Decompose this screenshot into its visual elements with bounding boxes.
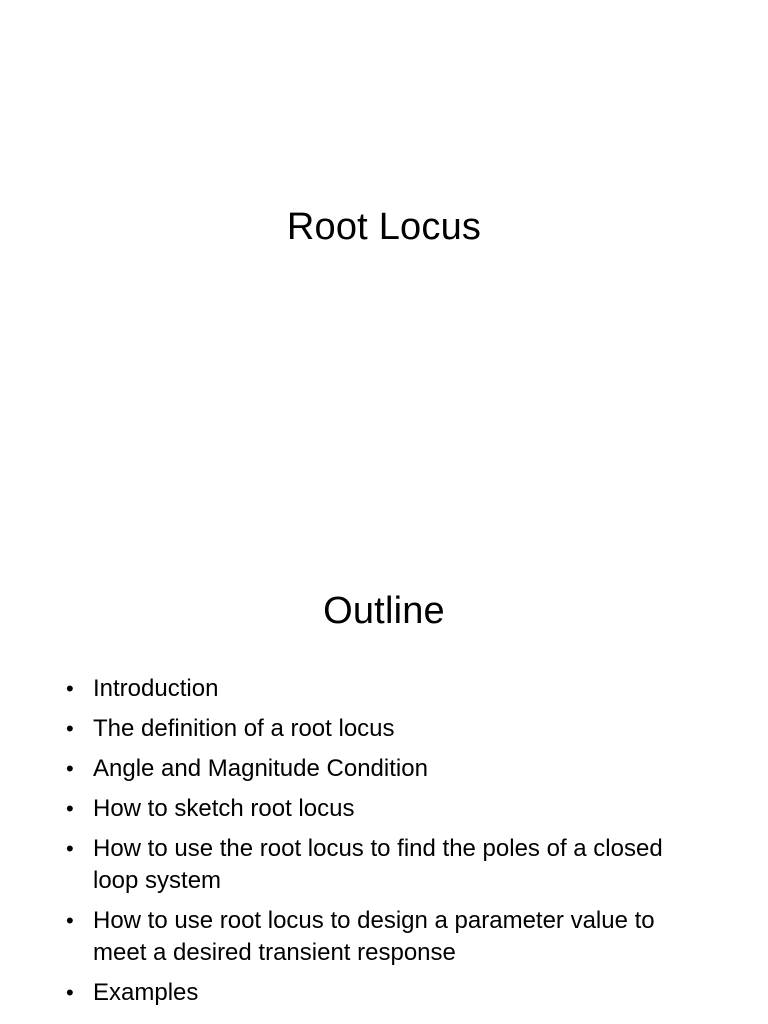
bullet-icon: • xyxy=(66,980,74,1005)
outline-item-definition xyxy=(0,713,768,745)
bullet-icon: • xyxy=(66,836,74,861)
title-slide xyxy=(0,0,768,500)
outline-item-text: The definition of a root locus xyxy=(93,715,395,742)
slide-title: Root Locus xyxy=(286,206,482,248)
bullet-icon: • xyxy=(66,796,74,821)
outline-item-text: Angle and Magnitude Condition xyxy=(93,755,428,782)
bullet-icon: • xyxy=(66,716,74,741)
outline-item-text: Introduction xyxy=(93,675,219,702)
outline-title: Outline xyxy=(323,590,445,632)
outline-item-text: How to use root locus to design a parameter value to meet a desired transient response xyxy=(93,907,655,966)
outline-item-text: How to sketch root locus xyxy=(93,795,355,822)
bullet-icon: • xyxy=(66,908,74,933)
outline-item-find-poles xyxy=(0,833,768,897)
outline-slide xyxy=(0,560,768,1024)
outline-item-introduction xyxy=(0,673,768,705)
outline-list xyxy=(0,673,768,1009)
outline-item-angle-magnitude xyxy=(0,753,768,785)
bullet-icon: • xyxy=(66,756,74,781)
outline-item-text: How to use the root locus to find the poles of a closed loop system xyxy=(93,835,663,894)
outline-item-sketch xyxy=(0,793,768,825)
outline-item-text: Examples xyxy=(93,979,199,1006)
outline-item-design-parameter xyxy=(0,905,768,969)
bullet-icon: • xyxy=(66,676,74,701)
outline-item-examples xyxy=(0,977,768,1009)
